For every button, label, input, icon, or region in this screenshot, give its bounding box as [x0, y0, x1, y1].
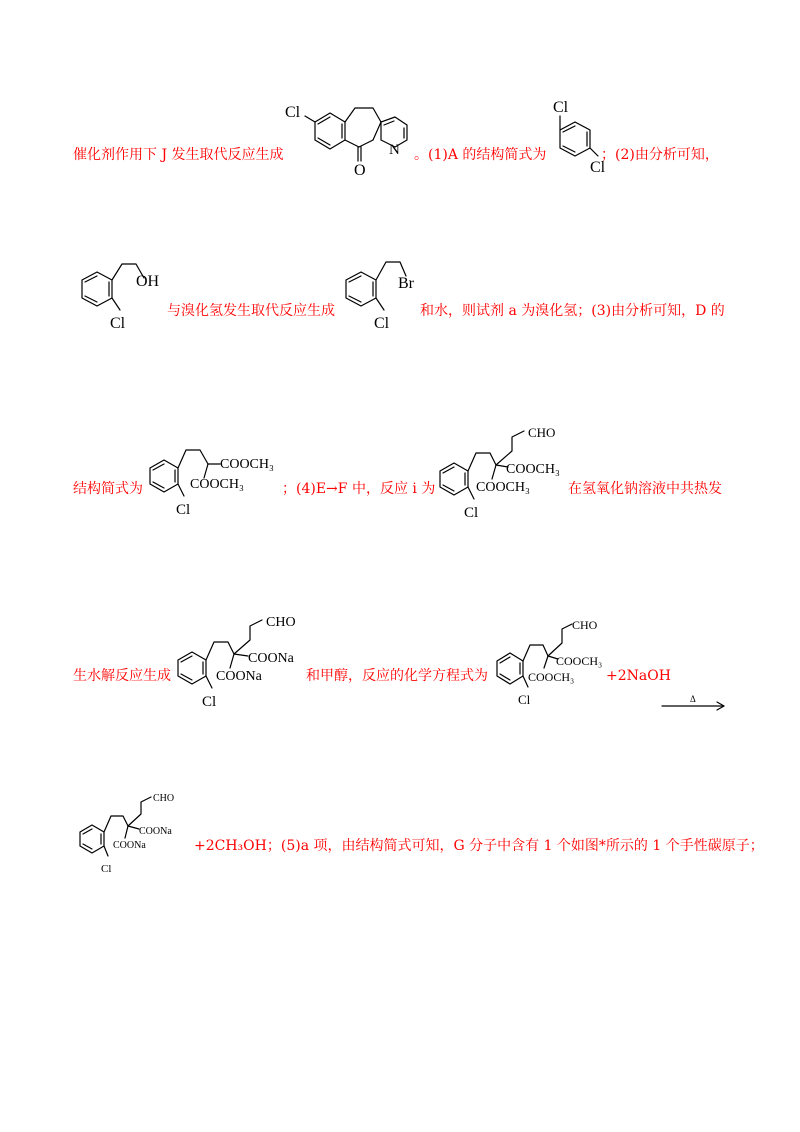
salt1-label: COONa [139, 826, 172, 837]
dichlorobenzene-structure [540, 98, 610, 178]
text-line2a: 与溴化氢发生取代反应生成 [167, 303, 335, 319]
salt2-label: COONa [216, 669, 262, 684]
br-label: Br [398, 275, 414, 292]
heat-condition-label: Δ [690, 694, 696, 704]
disodium-salt-product-structure [75, 788, 195, 883]
cl-label: Cl [285, 104, 301, 121]
salt2-label: COONa [113, 840, 146, 851]
cho-label: CHO [528, 425, 556, 440]
cho-label: CHO [266, 615, 296, 630]
cl-top-label: Cl [553, 99, 569, 116]
ester1-label: COOCH₃ [556, 654, 603, 668]
cho-label: CHO [572, 618, 598, 632]
text-line3b: ；(4)E→F 中，反应 i 为 [282, 481, 436, 497]
text-line1c: ；(2)由分析可知， [601, 147, 719, 163]
ketone-pyridine-structure [285, 95, 415, 180]
cl-label: Cl [176, 502, 191, 518]
text-line3c: 在氢氧化钠溶液中共热发 [568, 481, 722, 497]
cl-label: Cl [518, 692, 531, 707]
ester1-label: COOCH₃ [220, 457, 274, 472]
text-line1a: 催化剂作用下 J 发生取代反应生成 [73, 147, 284, 163]
cl-label: Cl [110, 315, 126, 332]
aldehyde-diester-reactant-structure [490, 615, 610, 710]
diester-D-structure [142, 438, 282, 523]
aldehyde-diester-E-structure [432, 423, 572, 523]
o-label: O [354, 162, 366, 179]
cl-label: Cl [101, 863, 112, 875]
cl-label: Cl [374, 315, 390, 332]
text-line2b: 和水，则试剂 a 为溴化氢；(3)由分析可知，D 的 [420, 303, 725, 319]
n-label: N [389, 142, 400, 158]
text-line5a: +2CH₃OH；(5)a 项，由结构简式可知，G 分子中含有 1 个如图*所示的 1 个手性碳原子； [194, 838, 764, 854]
text-line1b: 。(1)A 的结构简式为 [414, 147, 547, 163]
oh-label: OH [136, 273, 160, 290]
salt1-label: COONa [248, 651, 294, 666]
disodium-salt-structure [170, 612, 310, 712]
ester2-label: COOCH₃ [528, 670, 575, 684]
cl-label: Cl [464, 505, 479, 521]
chlorophenylethanol-structure [72, 250, 172, 335]
reaction-arrow [662, 694, 726, 714]
text-line4c: +2NaOH [606, 668, 671, 684]
cl-bottom-label: Cl [590, 159, 606, 176]
text-line4b: 和甲醇，反应的化学方程式为 [306, 668, 488, 684]
ester1-label: COOCH₃ [506, 462, 560, 477]
ester2-label: COOCH₃ [476, 480, 530, 495]
text-line3a: 结构简式为 [73, 481, 143, 497]
cho-label: CHO [153, 793, 175, 804]
text-line4a: 生水解反应生成 [73, 668, 171, 684]
chlorophenylethyl-bromide-structure [338, 250, 428, 335]
ester2-label: COOCH₃ [190, 477, 244, 492]
cl-label: Cl [202, 694, 217, 710]
